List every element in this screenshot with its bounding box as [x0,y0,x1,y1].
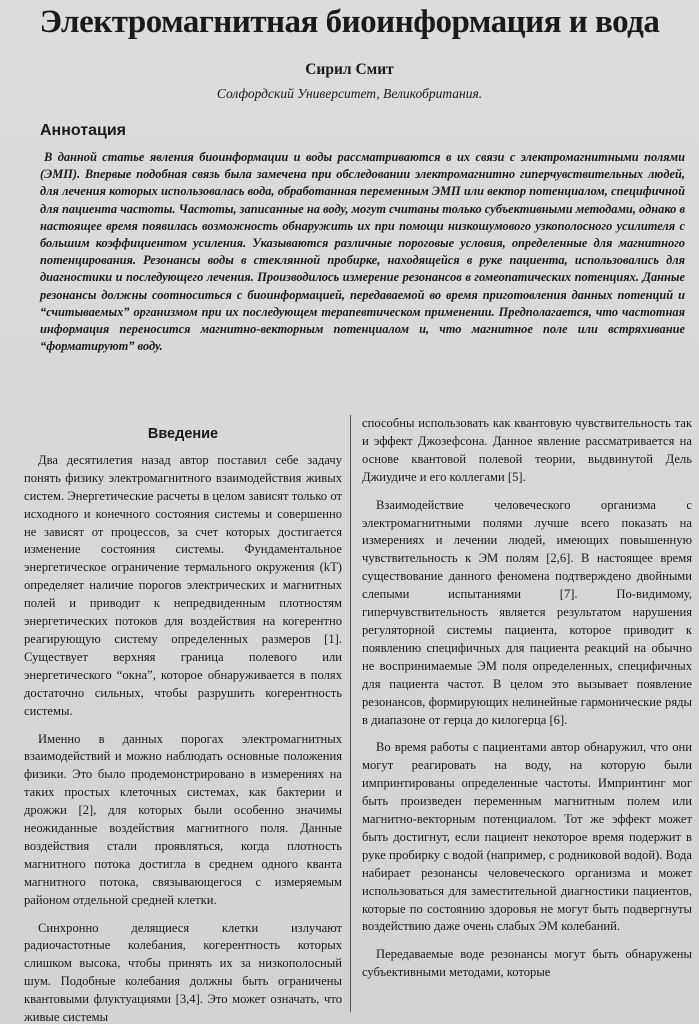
author-affiliation: Солфордский Университет, Великобритания. [216,86,483,101]
paragraph: Взаимодействие человеческого организма с электромагнитными полями лучше всего показать на измерениях и лечении людей, имеющих повышенную чувствительность к ЭМ полям [2,6]. В настоящее время существование данного феномена подтверждено двойными слепыми испытаниями [7]. По-видимому, гиперчувствительность является результатом нарушения регуляторной системы пациента, которое приводит к появлению специфичных для пациента реакций на обычно не воспринимаемые ЭМ поля определенных, специфичных для пациента частот. В целом это вызывает появление резонансов, формирующих нелинейные гармонические ряды в диапазоне от герца до килогерца [6]. [362,497,692,727]
article-title: Электромагнитная биоинформация и вода [39,4,660,40]
paragraph: способны использовать как квантовую чувствительность так и эффект Джозефсона. Данное явление рассматривается на основе квантовой полевой теории, выдвинутой Дель Джиудиче и его коллегами [5]. [362,416,692,484]
paragraph: Синхронно делящиеся клетки излучают радиочастотные колебания, когерентность которых слишком высока, чтобы принять их за низкополосный шум. Подобные колебания должны быть ограничены квантовыми флуктуациями [3,4]. Это может означать, что живые системы [24,920,342,1024]
right-column [362,415,692,992]
author-name: Сирил Смит [305,61,394,78]
paragraph: Два десятилетия назад автор поставил себе задачу понять физику электромагнитного взаимодействия живых систем. Энергетические расчеты в целом зависят только от исходного и конечного состояния системы и совершенно не зависят от процессов, за счет которых достигается изменение состояния системы. Фундаментальное энергетическое ограничение термального окружения (kT) определяет наличие порогов электрических и магнитных полей и приводит к непредвиденным плотностям энергетических потоков для воздействия на когерентно реагирующую систему определенных размеров [1]. Существует верхняя граница полевого или энергетического “окна”, которое обнаруживается в полях достаточно сильных, чтобы разрушить когерентность системы. [24,452,342,718]
paragraph: Передаваемые воде резонансы могут быть обнаружены субъективными методами, которые [362,947,692,980]
paragraph: Во время работы с пациентами автор обнаружил, что они могут реагировать на воду, на которую были импринтированы определенные частоты. Импринтинг мог быть произведен переменным магнитным полем или магнитно-векторным потенциалом. Тот же эффект может быть достигнут, если пациент некоторое время подержит в руке пробирку с водой (например, с родниковой водой). Вода набирает резонансы человеческого организма и может использоваться для заместительной диагностики пациентов, которые по состоянию здоровья не могут быть подвергнуты воздействию даже очень слабых ЭМ колебаний. [362,740,692,934]
introduction-heading: Введение [147,426,219,442]
abstract-heading: Аннотация [40,122,126,139]
abstract-text: В данной статье явления биоинформации и воды рассматриваются в их связи с электромагнитными полями (ЭМП). Впервые подобная связь была замечена при обследовании электромагнитно гиперчувствительных людей, для лечения которых использовалась вода, обработанная переменным ЭМП или вектор потенциалом, специфичной для пациента частоты. Частоты, записанные на воду, могут считаны только субъективными методами, однако в настоящее время появилась возможность обнаружить их при помощи низкошумового узкополосного усилителя с большим коэффициентом усиления. Указываются различные пороговые условия, определенные для магнитного потенцирования. Резонансы воды в стеклянной пробирке, находящейся в руке пациента, использовались для диагностики и последующего лечения. Производилось измерение резонансов в гомеопатических потенциях. Данные резонансы должны соотноситься с биоинформацией, передаваемой во время приготовления данных потенций и “считываемых” организмом при их последующем терапевтическом применении. Предполагается, что частотная информация переносится магнитно-векторным потенциалом и, что магнитное поле или встряхивание “форматируют” воду. [40,150,685,354]
left-column [24,426,342,1024]
paragraph: Именно в данных порогах электромагнитных взаимодействий и можно наблюдать основные положения физики. Это было продемонстрировано в измерениях на таких простых клеточных системах, как бактерии и дрожжи [2], для которых были особенно значимы неожиданные воздействия магнитного поля. Данные воздействия стали проявляться, когда плотность магнитного потока достигла в среднем одного кванта магнитного потока, связывающегося с измеряемым районом отдельной средней клетки. [24,731,342,907]
